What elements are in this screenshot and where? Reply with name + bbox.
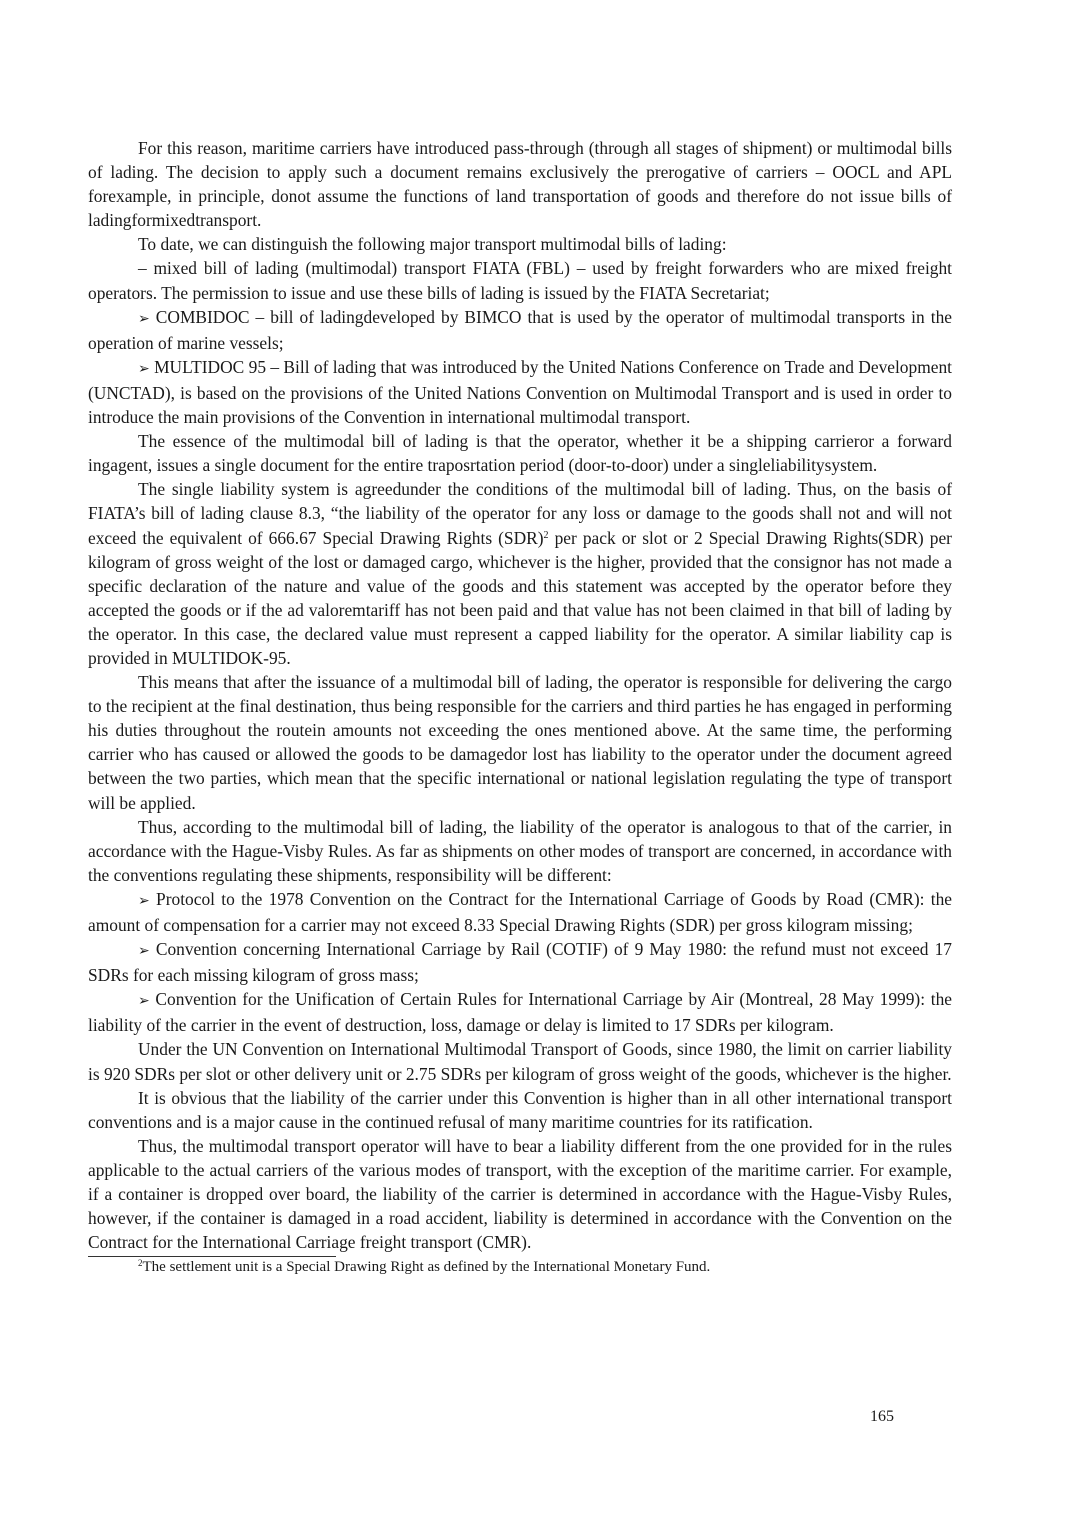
paragraph: To date, we can distinguish the following major transport multimodal bills of lading: [138,234,727,255]
bullet-item [88,987,952,1037]
paragraph: Thus, according to the multimodal bill of lading, the liability of the operator is analogous to that of the carrier, in accordance with the Hague-Visby Rules. As far as shipments on other modes of transport are concerned, in accordance with the conventions regulating these shipments, responsibility will be different: [88,816,952,885]
paragraph-text: per pack or slot or 2 Special Drawing Rights(SDR) per kilogram of gross weight of the lost or damaged cargo, whichever is the higher, provided that the consignor has not made a specific declaration of the nature and value of the goods and this statement was accepted by the operator before they accepted the goods or if the ad valoremtariff has not been paid and that value has not been claimed in that bill of lading by the operator. In this case, the declared value must represent a capped liability for the operator. A similar liability cap is provided in MULTIDOK-95. [88,527,952,668]
bullet-arrow-icon: ➢ [138,360,150,377]
bullet-text: Convention concerning International Carriage by Rail (COTIF) of 9 May 1980: the refund must not exceed 17 SDRs for each missing kilogram of gross mass; [88,939,952,986]
bullet-text: COMBIDOC – bill of ladingdeveloped by BIMCO that is used by the operator of multimodal transports in the operation of marine vessels; [88,306,952,353]
body-text [88,136,952,1254]
bullet-item [88,887,952,937]
footnote-reference[interactable]: 2 [543,529,549,541]
page-number: 165 [870,1408,894,1425]
footnote [88,1257,952,1277]
paragraph-text: The single liability system is agreedunder the conditions of the multimodal bill of lading. Thus, on the basis of FIATA’s bill of lading clause 8.3, “the liability of the operator for any loss or damage to the goods shall not and will not exceed the equivalent of 666.67 Special Drawing Rights (SDR) [88,479,952,548]
paragraph: This means that after the issuance of a multimodal bill of lading, the operator is responsible for delivering the cargo to the recipient at the final destination, thus being responsible for the carriers and third parties he has engaged in performing his duties throughout the routein amounts not exceeding the ones mentioned above. At the same time, the performing carrier who has caused or allowed the goods to be damagedor lost has liability to the operator under the document agreed between the two parties, which mean that the specific international or national legislation regulating the type of transport will be applied. [88,672,952,813]
bullet-text: Convention for the Unification of Certain Rules for International Carriage by Air (Montreal, 28 May 1999): the liability of the carrier in the event of destruction, loss, damage or delay is limited to 17 SDRs per kilogram. [88,989,952,1036]
bullet-item [88,937,952,987]
paragraph: The essence of the multimodal bill of lading is that the operator, whether it be a shipping carrieror a forward ingagent, issues a single document for the entire traposrtation period (door-to-door) under a singleliabilitysystem. [88,431,952,476]
bullet-arrow-icon: ➢ [138,943,150,960]
bullet-arrow-icon: ➢ [138,310,150,327]
footnote-marker: 2 [138,1258,143,1269]
paragraph: For this reason, maritime carriers have introduced pass-through (through all stages of shipment) or multimodal bills of lading. The decision to apply such a document remains exclusively the prerogative of carriers – OOCL and APL forexample, in principle, donot assume the functions of land transportation of goods and therefore do not issue bills of ladingformixedtransport. [88,138,952,231]
footnote-text: The settlement unit is a Special Drawing Right as defined by the International Monetary Fund. [142,1259,711,1276]
bullet-item [88,305,952,355]
paragraph [88,477,952,670]
bullet-text: MULTIDOC 95 – Bill of lading that was introduced by the United Nations Conference on Trade and Development (UNCTAD), is based on the provisions of the United Nations Convention on Multimodal Transport and is used in order to introduce the main provisions of the Convention in international multimodal transport. [88,356,952,428]
document-page [88,136,952,1277]
bullet-arrow-icon: ➢ [138,993,150,1010]
paragraph: Under the UN Convention on International Multimodal Transport of Goods, since 1980, the limit on carrier liability is 920 SDRs per slot or other delivery unit or 2.75 SDRs per kilogram of gross weight of the goods, whichever is the higher. [88,1039,952,1084]
bullet-text: Protocol to the 1978 Convention on the Contract for the International Carriage of Goods by Road (CMR): the amount of compensation for a carrier may not exceed 8.33 Special Drawing Rights (SDR) per gross kilogram missing; [88,888,952,935]
paragraph: It is obvious that the liability of the carrier under this Convention is higher than in all other international transport conventions and is a major cause in the continued refusal of many maritime countries for its ratification. [88,1087,952,1132]
paragraph: Thus, the multimodal transport operator will have to bear a liability different from the one provided for in the rules applicable to the actual carriers of the various modes of transport, with the exception of the maritime carrier. For example, if a container is dropped over board, the liability of the carrier is determined in accordance with the Hague-Visby Rules, however, if the container is damaged in a road accident, liability is determined in accordance with the Convention on the Contract for the International Carriage freight transport (CMR). [88,1135,952,1253]
paragraph: – mixed bill of lading (multimodal) transport FIATA (FBL) – used by freight forwarders who are mixed freight operators. The permission to issue and use these bills of lading is issued by the FIATA Secretariat; [88,258,952,303]
bullet-item [88,355,952,429]
bullet-arrow-icon: ➢ [138,892,150,909]
